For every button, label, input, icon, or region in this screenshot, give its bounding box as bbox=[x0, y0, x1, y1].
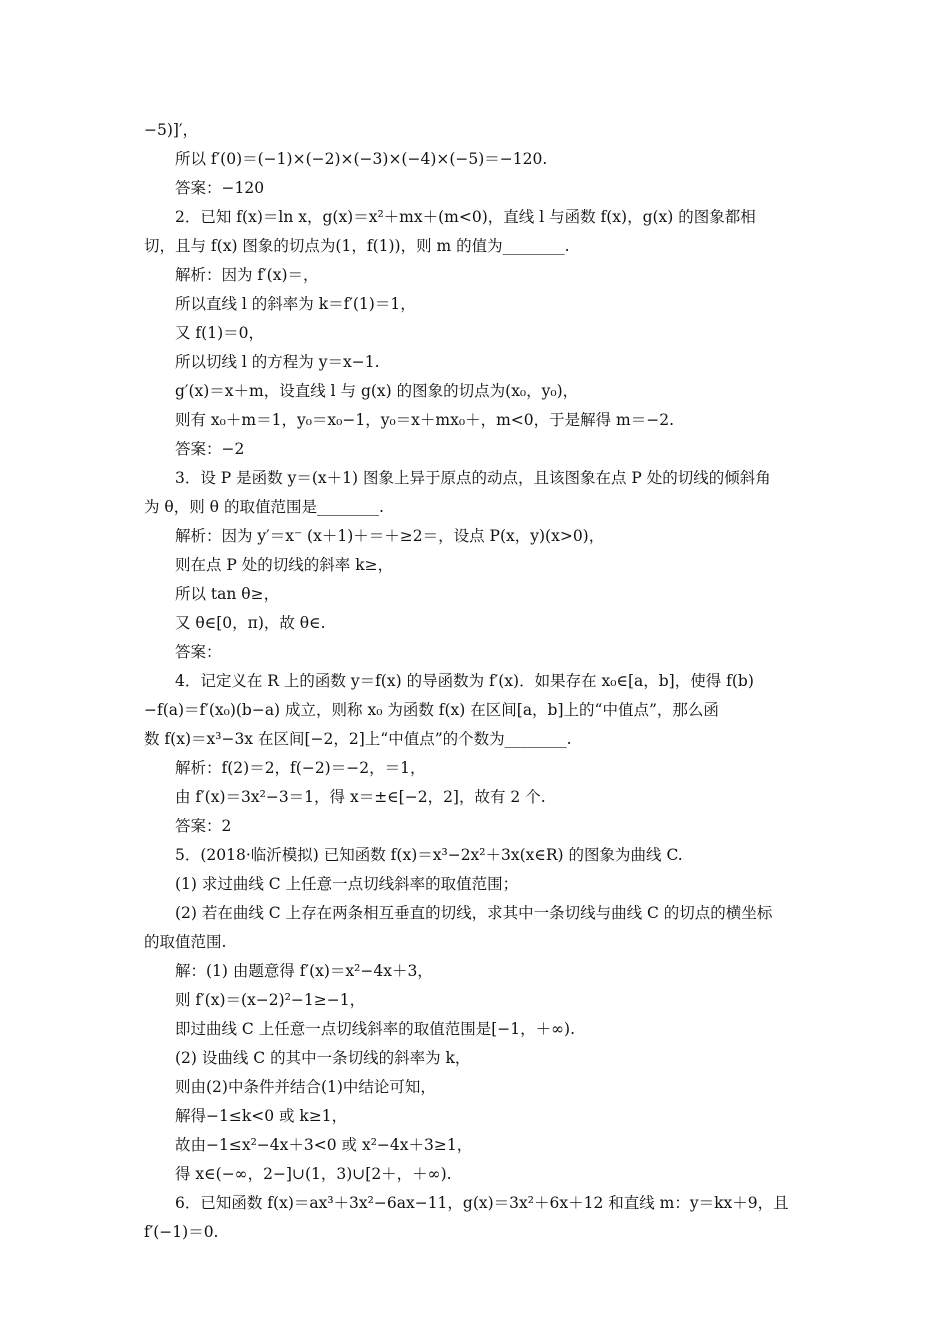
text-line: −5)]′， bbox=[144, 121, 198, 139]
text-line: 则在点 P 处的切线的斜率 k≥， bbox=[175, 556, 394, 574]
text-line: 所以直线 l 的斜率为 k＝f′(1)＝1， bbox=[175, 295, 416, 313]
text-line: 解析：f(2)＝2，f(−2)＝−2，＝1， bbox=[175, 759, 426, 777]
text-line: 得 x∈(−∞，2−]∪(1，3)∪[2＋，＋∞). bbox=[175, 1165, 452, 1183]
text-line: 切，且与 f(x) 图象的切点为(1，f(1))，则 m 的值为________. bbox=[144, 237, 570, 255]
text-line: 所以 f′(0)＝(−1)×(−2)×(−3)×(−4)×(−5)＝−120. bbox=[175, 150, 548, 168]
text-line: 的取值范围. bbox=[144, 933, 227, 951]
text-line: 故由−1≤x²−4x＋3<0 或 x²−4x＋3≥1， bbox=[175, 1136, 473, 1154]
text-line: 答案：−2 bbox=[175, 440, 245, 458]
text-line: 答案： bbox=[175, 643, 222, 661]
text-line: 3．设 P 是函数 y＝(x＋1) 图象上异于原点的动点，且该图象在点 P 处的切线的倾斜角 bbox=[175, 469, 771, 487]
text-line: (2) 设曲线 C 的其中一条切线的斜率为 k， bbox=[175, 1049, 471, 1067]
text-line: 即过曲线 C 上任意一点切线斜率的取值范围是[−1，＋∞). bbox=[175, 1020, 575, 1038]
text-line: 答案：2 bbox=[175, 817, 232, 835]
text-line: 4．记定义在 R 上的函数 y＝f(x) 的导函数为 f′(x)．如果存在 x₀∈[a，b]，使得 f(b) bbox=[175, 672, 754, 690]
text-line: 由 f′(x)＝3x²−3＝1，得 x＝±∈[−2，2]，故有 2 个. bbox=[175, 788, 546, 806]
text-line: (1) 求过曲线 C 上任意一点切线斜率的取值范围； bbox=[175, 875, 519, 893]
text-line: 则有 x₀＋m＝1，y₀＝x₀−1，y₀＝x＋mx₀＋，m<0，于是解得 m＝−2. bbox=[175, 411, 675, 429]
text-line: 6．已知函数 f(x)＝ax³＋3x²−6ax−11，g(x)＝3x²＋6x＋12 和直线 m：y＝kx＋9，且 bbox=[175, 1194, 789, 1212]
text-line: 解析：因为 f′(x)＝， bbox=[175, 266, 319, 284]
text-line: 5．(2018·临沂模拟) 已知函数 f(x)＝x³−2x²＋3x(x∈R) 的图象为曲线 C. bbox=[175, 846, 683, 864]
text-line: g′(x)＝x＋m，设直线 l 与 g(x) 的图象的切点为(x₀，y₀)， bbox=[175, 382, 579, 400]
text-line: 答案：−120 bbox=[175, 179, 265, 197]
text-line: 又 θ∈[0，π)，故 θ∈. bbox=[175, 614, 326, 632]
text-line: f′(−1)＝0. bbox=[144, 1223, 219, 1241]
text-line: 为 θ，则 θ 的取值范围是________. bbox=[144, 498, 384, 516]
text-line: 解：(1) 由题意得 f′(x)＝x²−4x＋3， bbox=[175, 962, 433, 980]
text-line: 所以 tan θ≥， bbox=[175, 585, 280, 603]
text-line: 解得−1≤k<0 或 k≥1， bbox=[175, 1107, 348, 1125]
text-line: 数 f(x)＝x³−3x 在区间[−2，2]上“中值点”的个数为________. bbox=[144, 730, 572, 748]
text-line: 则 f′(x)＝(x−2)²−1≥−1， bbox=[175, 991, 366, 1009]
text-line: 所以切线 l 的方程为 y＝x−1. bbox=[175, 353, 380, 371]
text-line: (2) 若在曲线 C 上存在两条相互垂直的切线，求其中一条切线与曲线 C 的切点的横坐标 bbox=[175, 904, 773, 922]
text-line: 则由(2)中条件并结合(1)中结论可知， bbox=[175, 1078, 436, 1096]
text-line: 2．已知 f(x)＝ln x，g(x)＝x²＋mx＋(m<0)，直线 l 与函数 f(x)，g(x) 的图象都相 bbox=[175, 208, 756, 226]
text-line: 解析：因为 y′＝x⁻ (x＋1)＋＝＋≥2＝，设点 P(x，y)(x>0)， bbox=[175, 527, 605, 545]
text-line: 又 f(1)＝0， bbox=[175, 324, 264, 342]
text-line: −f(a)＝f′(x₀)(b−a) 成立，则称 x₀ 为函数 f(x) 在区间[a，b]上的“中值点”，那么函 bbox=[144, 701, 719, 719]
